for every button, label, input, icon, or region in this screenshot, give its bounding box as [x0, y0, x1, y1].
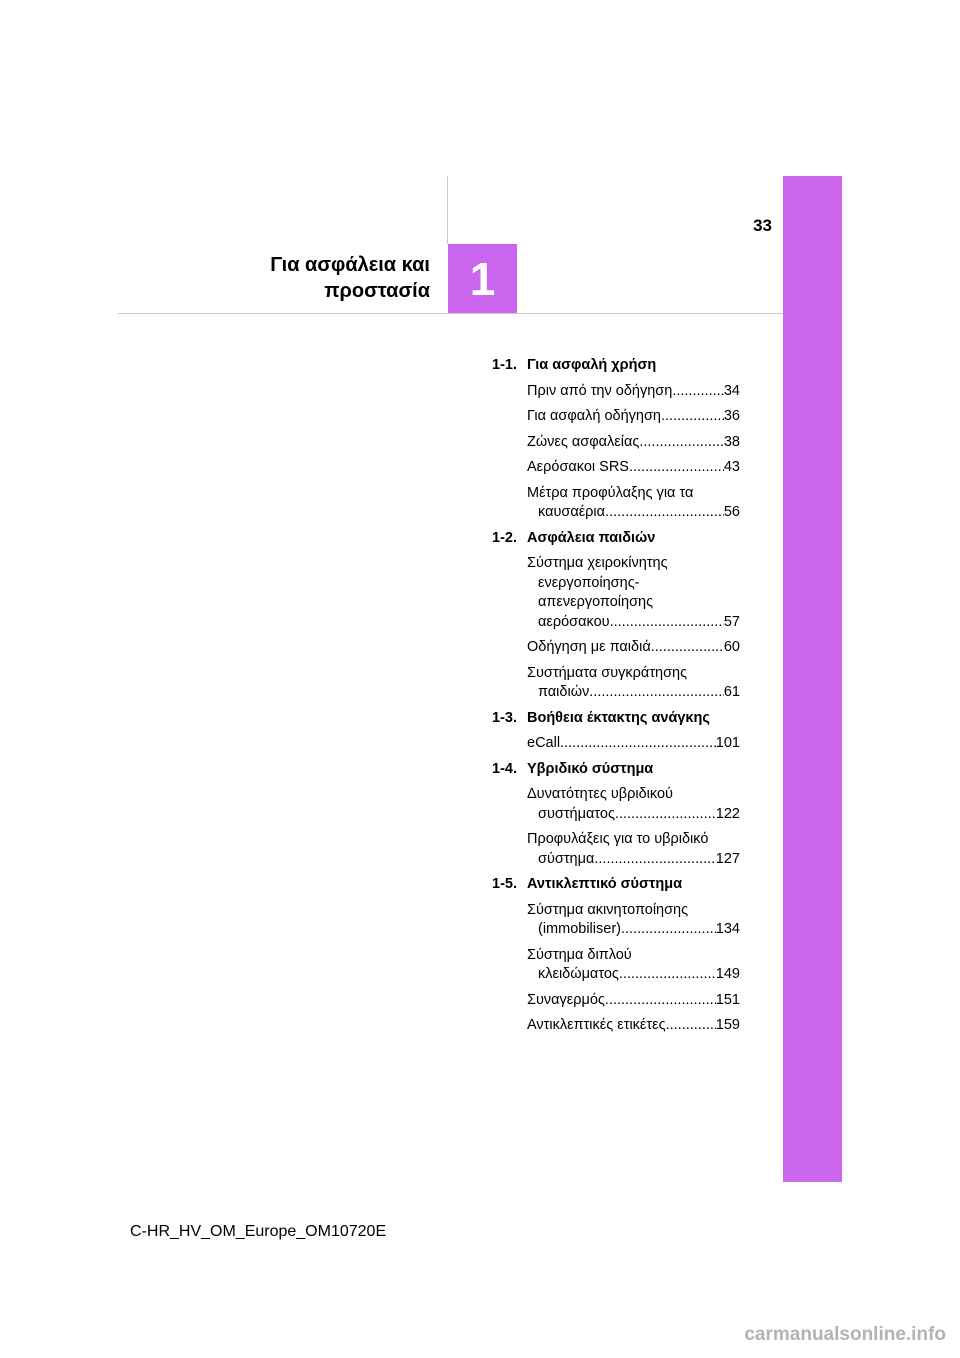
- toc-page-number: 122: [715, 805, 740, 822]
- toc-section-heading: [492, 356, 740, 376]
- toc-page-number: 134: [715, 921, 740, 937]
- toc-entry-text: Οδήγηση με παιδιά: [527, 639, 651, 655]
- toc-page-number: 43: [723, 459, 740, 475]
- toc-entry-text: Δυνατότητες υβριδικού: [527, 786, 673, 802]
- toc-entry[interactable]: [527, 458, 740, 478]
- toc-dot-leader: [560, 734, 716, 754]
- toc-entry[interactable]: [527, 901, 740, 940]
- page-number: 33: [753, 216, 772, 235]
- toc-page-number: 101: [715, 735, 740, 751]
- toc-entry-text: συστήματος: [538, 805, 615, 822]
- toc-page-number: 34: [723, 382, 740, 399]
- table-of-contents: [492, 356, 740, 1042]
- toc-dot-leader: [594, 850, 715, 870]
- toc-entry[interactable]: [527, 382, 740, 402]
- toc-entry[interactable]: [527, 830, 740, 869]
- toc-entry-text: αερόσακου: [538, 613, 610, 630]
- toc-entry-text: Συστήματα συγκράτησης: [527, 664, 688, 681]
- header-divider-vertical: [447, 176, 448, 244]
- toc-entry-text: ενεργοποίησης-: [538, 574, 640, 591]
- toc-dot-leader: [672, 382, 724, 402]
- toc-page-number: 56: [723, 504, 740, 520]
- toc-entry-text: Αερόσακοι SRS: [527, 459, 629, 475]
- toc-section-title[interactable]: Υβριδικό σύστημα: [527, 760, 654, 777]
- toc-entry[interactable]: [527, 554, 740, 632]
- chapter-title-line-2: προστασία: [324, 280, 430, 302]
- header-divider-horizontal: [118, 313, 783, 314]
- chapter-tab-bar: [783, 176, 842, 1182]
- toc-section-number: 1-5.: [492, 876, 517, 892]
- toc-entry-text: (immobiliser): [538, 921, 621, 937]
- toc-entry-text: Σύστημα ακινητοποίησης: [527, 901, 689, 918]
- toc-section-title[interactable]: Ασφάλεια παιδιών: [527, 529, 656, 546]
- document-code: C-HR_HV_OM_Europe_OM10720E: [130, 1223, 387, 1240]
- watermark: carmanualsonline.info: [744, 1324, 946, 1345]
- toc-entry-text: Μέτρα προφύλαξης για τα: [527, 484, 694, 501]
- toc-section-title[interactable]: Βοήθεια έκτακτης ανάγκης: [527, 709, 710, 726]
- toc-section-heading: [492, 875, 740, 895]
- toc-entry-text: απενεργοποίησης: [538, 594, 654, 610]
- toc-dot-leader: [661, 407, 724, 427]
- toc-page-number: 60: [723, 639, 740, 655]
- toc-entry[interactable]: [527, 1016, 740, 1036]
- toc-entry-text: Σύστημα διπλού: [527, 946, 632, 963]
- toc-page-number: 61: [723, 684, 740, 700]
- chapter-number-badge: 1: [448, 244, 517, 313]
- toc-dot-leader: [615, 805, 716, 825]
- toc-dot-leader: [605, 991, 716, 1011]
- toc-page-number: 127: [715, 850, 740, 867]
- toc-section-title[interactable]: Αντικλεπτικό σύστημα: [527, 876, 683, 892]
- toc-entry[interactable]: [527, 484, 740, 523]
- toc-entry[interactable]: [527, 991, 740, 1011]
- toc-dot-leader: [589, 683, 724, 703]
- toc-entry-text: Συναγερμός: [527, 991, 605, 1008]
- toc-section-number: 1-4.: [492, 760, 517, 777]
- toc-page-number: 36: [723, 408, 740, 424]
- chapter-title-line-1: Για ασφάλεια και: [270, 254, 430, 276]
- toc-entry-text: Προφυλάξεις για το υβριδικό: [527, 831, 709, 847]
- toc-entry-text: Πριν από την οδήγηση: [527, 382, 673, 399]
- toc-dot-leader: [639, 433, 724, 453]
- toc-entry[interactable]: [527, 638, 740, 658]
- toc-entry[interactable]: [527, 407, 740, 427]
- toc-entry[interactable]: [527, 433, 740, 453]
- toc-entry-text: Αντικλεπτικές ετικέτες: [527, 1017, 666, 1033]
- toc-dot-leader: [651, 638, 724, 658]
- chapter-title: [270, 252, 430, 304]
- toc-section-title[interactable]: Για ασφαλή χρήση: [527, 357, 657, 373]
- toc-entry-text: Ζώνες ασφαλείας: [527, 433, 640, 450]
- toc-page-number: 38: [723, 433, 740, 450]
- toc-page-number: 151: [715, 991, 740, 1008]
- toc-dot-leader: [666, 1016, 716, 1036]
- toc-section-number: 1-3.: [492, 709, 517, 726]
- toc-page-number: 149: [715, 966, 740, 982]
- toc-dot-leader: [605, 503, 724, 523]
- toc-dot-leader: [619, 965, 716, 985]
- toc-section-number: 1-2.: [492, 529, 517, 546]
- toc-entry[interactable]: [527, 785, 740, 824]
- toc-entry-text: καυσαέρια: [538, 504, 606, 520]
- toc-section-heading: [492, 529, 740, 549]
- toc-entry-text: σύστημα: [538, 850, 595, 867]
- toc-page-number: 57: [723, 613, 740, 630]
- toc-section-number: 1-1.: [492, 357, 517, 373]
- toc-dot-leader: [621, 920, 716, 940]
- toc-dot-leader: [610, 613, 724, 633]
- toc-entry[interactable]: [527, 946, 740, 985]
- toc-entry-text: Σύστημα χειροκίνητης: [527, 555, 668, 571]
- toc-dot-leader: [629, 458, 724, 478]
- toc-page-number: 159: [715, 1017, 740, 1033]
- toc-entry[interactable]: [527, 734, 740, 754]
- toc-entry-text: κλειδώματος: [538, 966, 619, 982]
- toc-entry-text: παιδιών: [538, 684, 590, 700]
- toc-entry[interactable]: [527, 664, 740, 703]
- toc-section-heading: [492, 760, 740, 780]
- toc-entry-text: Για ασφαλή οδήγηση: [527, 408, 661, 424]
- toc-entry-text: eCall: [527, 735, 561, 751]
- toc-section-heading: [492, 709, 740, 729]
